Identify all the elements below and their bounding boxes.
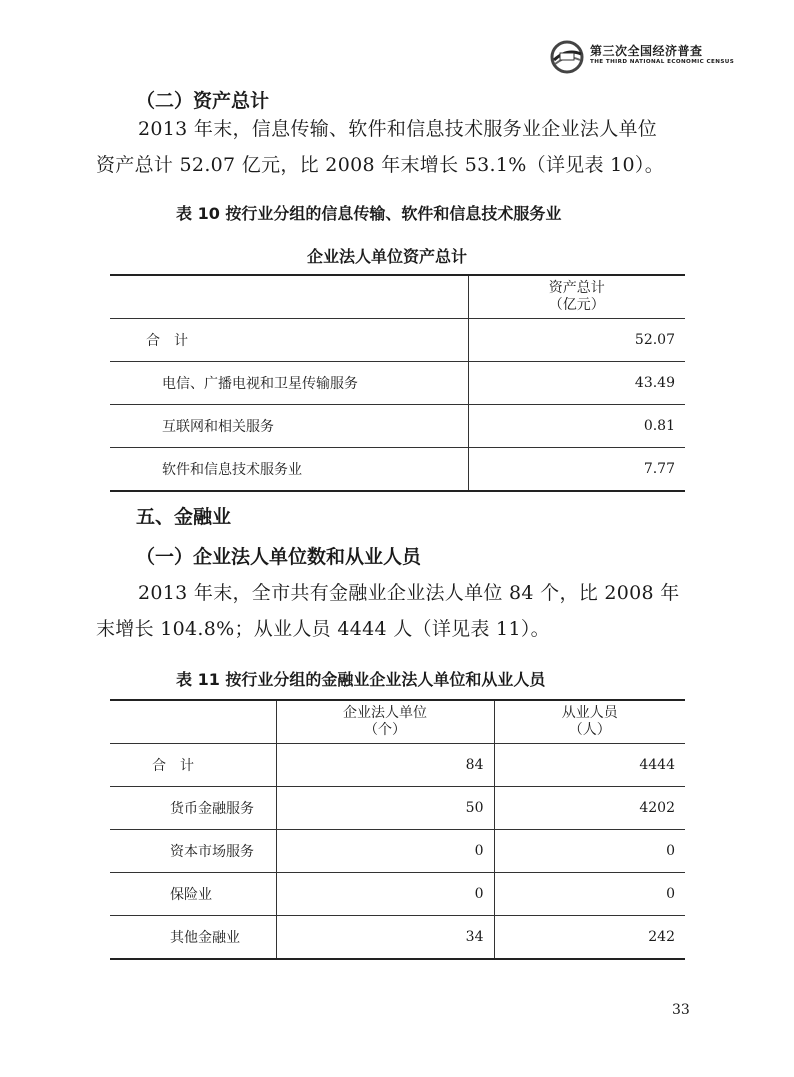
subsection-heading-units: （一）企业法人单位数和从业人员: [136, 546, 422, 568]
paragraph-line: 2013 年末，全市共有金融业企业法人单位 84 个，比 2008 年: [138, 582, 680, 604]
row-value: 0.81: [468, 405, 685, 448]
paragraph-line: 资产总计 52.07 亿元，比 2008 年末增长 53.1%（详见表 10）。: [96, 154, 665, 176]
page-number: 33: [672, 1002, 690, 1018]
col-header-unit: （个）: [364, 722, 406, 738]
paragraph-line: 末增长 104.8%；从业人员 4444 人（详见表 11）。: [96, 618, 550, 640]
table11-col-header-employees: [494, 700, 685, 744]
table-row: [110, 830, 685, 873]
table11-col-header-units: [276, 700, 494, 744]
section-heading-finance: 五、金融业: [136, 506, 232, 528]
row-units: 34: [276, 916, 494, 960]
table-row: [110, 319, 685, 362]
table-row: [110, 744, 685, 787]
row-label: 合 计: [110, 319, 468, 362]
census-emblem-icon: [548, 40, 586, 74]
row-units: 84: [276, 744, 494, 787]
table-row: [110, 787, 685, 830]
row-value: 7.77: [468, 448, 685, 492]
logo-english-text: THE THIRD NATIONAL ECONOMIC CENSUS: [590, 59, 735, 65]
col-header-unit: （亿元）: [548, 297, 605, 313]
table-row: [110, 362, 685, 405]
row-units: 0: [276, 830, 494, 873]
row-label: 保险业: [110, 873, 276, 916]
row-employees: 4202: [494, 787, 685, 830]
table10-stub-header: [110, 275, 468, 319]
table10-caption-line1: 表 10 按行业分组的信息传输、软件和信息技术服务业: [176, 204, 562, 223]
census-logo: [548, 40, 735, 76]
table10-col-header: [468, 275, 685, 319]
row-employees: 0: [494, 830, 685, 873]
table11: [110, 699, 685, 960]
table-row: [110, 448, 685, 492]
section-heading-assets: （二）资产总计: [136, 90, 270, 112]
row-employees: 242: [494, 916, 685, 960]
row-label: 合 计: [110, 744, 276, 787]
col-header-line: 资产总计: [548, 280, 605, 296]
row-units: 0: [276, 873, 494, 916]
row-employees: 0: [494, 873, 685, 916]
col-header-line: 从业人员: [561, 705, 618, 721]
row-employees: 4444: [494, 744, 685, 787]
col-header-line: 企业法人单位: [343, 705, 427, 721]
table-row: [110, 873, 685, 916]
row-label: 货币金融服务: [110, 787, 276, 830]
table-row: [110, 405, 685, 448]
row-label: 软件和信息技术服务业: [110, 448, 468, 492]
col-header-unit: （人）: [568, 722, 611, 738]
row-label: 其他金融业: [110, 916, 276, 960]
table-row: [110, 916, 685, 960]
paragraph-finance: [96, 575, 701, 647]
paragraph-assets: [96, 111, 701, 183]
table10-caption-line2: 企业法人单位资产总计: [307, 247, 468, 266]
table11-stub-header: [110, 700, 276, 744]
row-label: 互联网和相关服务: [110, 405, 468, 448]
row-label: 电信、广播电视和卫星传输服务: [110, 362, 468, 405]
table11-caption: 表 11 按行业分组的金融业企业法人单位和从业人员: [176, 670, 546, 689]
paragraph-line: 2013 年末，信息传输、软件和信息技术服务业企业法人单位: [138, 118, 658, 140]
row-value: 43.49: [468, 362, 685, 405]
logo-chinese-text: 第三次全国经济普查: [590, 44, 703, 58]
row-value: 52.07: [468, 319, 685, 362]
table10: [110, 274, 685, 492]
row-label: 资本市场服务: [110, 830, 276, 873]
row-units: 50: [276, 787, 494, 830]
